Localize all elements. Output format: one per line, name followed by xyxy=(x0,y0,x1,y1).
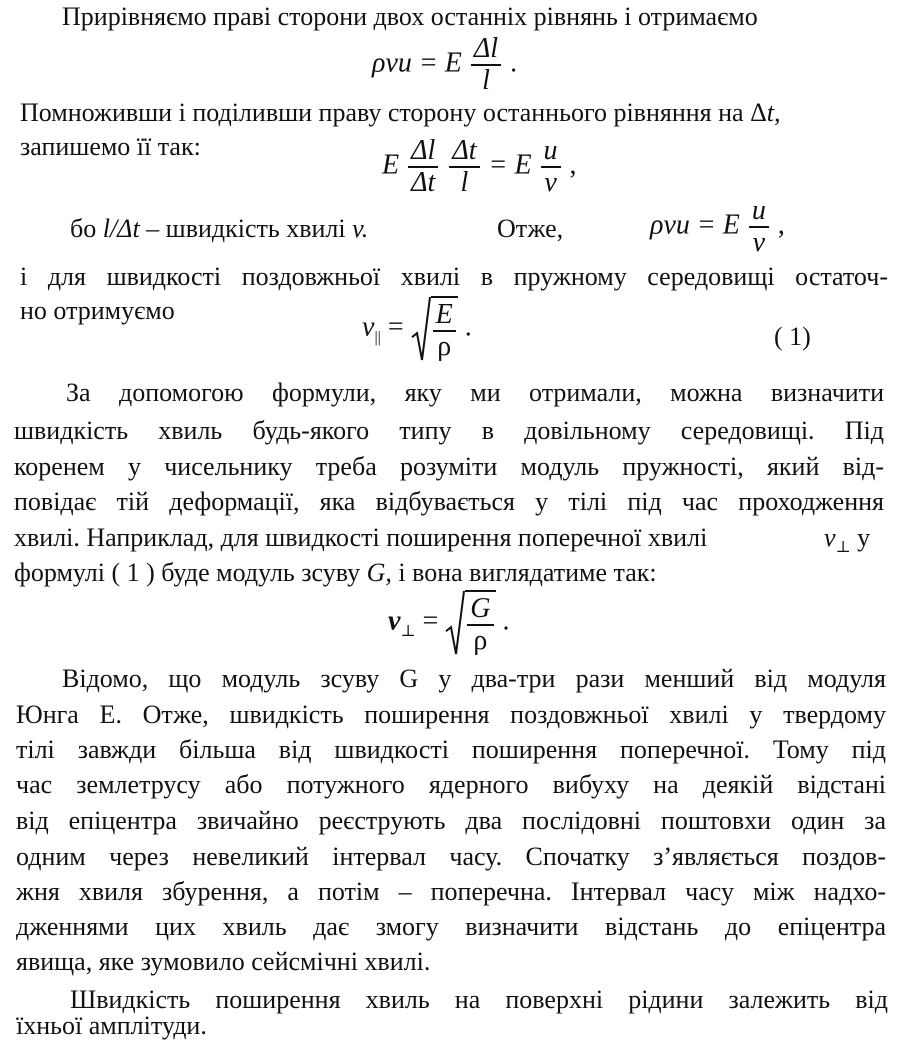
paragraph-multiply-line-1 xyxy=(20,98,781,128)
square-root xyxy=(445,590,495,656)
denominator: ρ xyxy=(433,330,456,362)
equation-lhs: E xyxy=(382,149,400,181)
text-line: і для швидкості поздовжньої хвилі в пружному середовищі остаточ- xyxy=(20,262,888,291)
fraction xyxy=(749,196,769,258)
fraction xyxy=(408,136,438,198)
denominator: l xyxy=(449,166,479,198)
numerator: u xyxy=(751,195,766,226)
text-line: час землетрусу або потужного ядерного вибуху на деякій відстані xyxy=(16,770,886,799)
equation-longitudinal-speed xyxy=(362,296,472,362)
text-line: За допомогою формули, яку ми отримали, можна визначити xyxy=(66,378,884,407)
fraction xyxy=(467,594,493,656)
text-line: повідає тій деформації, яка відбувається у тілі під час проходження xyxy=(14,487,884,516)
text-line: явища, яке зумовило сейсмічні хвилі. xyxy=(16,947,431,976)
text-line: одним через невеликий інтервал часу. Спочатку з’являється поздов- xyxy=(16,842,886,871)
paragraph-multiply-line-2 xyxy=(20,132,201,162)
text-fragment: бо xyxy=(70,214,103,243)
equation-transverse-speed xyxy=(388,590,510,656)
punctuation: , xyxy=(569,149,577,181)
paragraph-intro xyxy=(62,2,758,32)
subscript: ⊥ xyxy=(400,623,416,641)
text-fragment: і вона виглядатиме так: xyxy=(391,558,657,587)
denominator: ρ xyxy=(467,624,493,656)
text-line: но отримуємо xyxy=(20,296,175,325)
text-line: Юнга E. Отже, швидкість поширення поздовжньої хвилі у твердому xyxy=(16,700,886,729)
paragraph-longitudinal-line-1 xyxy=(20,262,888,292)
text-line: дженнями цих хвиль дає змогу визначити відстань до епіцентра xyxy=(16,912,886,941)
equation-3 xyxy=(650,196,785,258)
equals-sign: = xyxy=(387,311,404,343)
numerator: Δl xyxy=(411,135,436,166)
fraction xyxy=(433,300,456,362)
transverse-speed-symbol: $v_\perp$ у xyxy=(824,523,871,557)
numerator: E xyxy=(435,299,453,330)
equation-number xyxy=(774,322,811,352)
variable: t, xyxy=(766,98,781,127)
text-line: Швидкість поширення хвиль на поверхні рідини залежить від xyxy=(70,985,888,1014)
radical-icon xyxy=(411,296,431,362)
equals-sign: = xyxy=(422,605,439,637)
paragraph-longitudinal-line-2 xyxy=(20,296,175,326)
text-line: жня хвиля збурення, а потім – поперечна. Інтервал часу між надхо- xyxy=(16,877,886,906)
equation-lhs: ρvu = E xyxy=(650,209,740,241)
text-line: швидкість хвиль будь-якого типу в довільному середовищі. Під xyxy=(14,416,884,445)
text-line: Помноживши і поділивши праву сторону останнього рівняння на Δ xyxy=(20,98,767,127)
fraction xyxy=(449,136,479,198)
text-line: запишемо її так: xyxy=(20,132,201,161)
variable: G, xyxy=(366,558,392,587)
text-line: від епіцентра звичайно реєструють два послідовні поштовхи один за xyxy=(16,806,886,835)
text-line: коренем у чисельнику треба розуміти модуль пружності, який від- xyxy=(14,452,884,481)
equation-label: ( 1) xyxy=(774,322,811,351)
numerator: u xyxy=(543,135,558,166)
subscript: || xyxy=(374,329,381,347)
text-fragment: Отже, xyxy=(497,214,564,243)
equation-lhs: ρvu = E xyxy=(372,47,462,79)
square-root xyxy=(411,296,458,362)
punctuation: . xyxy=(510,47,518,79)
numerator: G xyxy=(470,593,491,624)
paragraph-because xyxy=(70,214,368,244)
punctuation: , xyxy=(777,209,785,241)
equation-lhs: v xyxy=(388,605,401,637)
text-line: тілі завжди більша від швидкості поширення поперечної. Тому під xyxy=(16,735,886,764)
denominator: v xyxy=(541,166,561,198)
fraction xyxy=(541,136,561,198)
text-fragment: формулі ( 1 ) буде модуль зсуву xyxy=(14,558,367,587)
text-line: Відомо, що модуль зсуву G у два-три рази менший від модуля xyxy=(62,664,886,693)
therefore-label xyxy=(497,214,563,244)
text-fragment: – швидкість хвилі xyxy=(139,214,353,243)
text-line: хвилі. Наприклад, для швидкості поширення поперечної хвилі xyxy=(14,523,708,552)
text-fragment: у xyxy=(850,523,871,552)
text-line xyxy=(14,558,657,588)
numerator: Δl xyxy=(473,33,499,64)
denominator: v xyxy=(749,226,769,258)
equation-lhs: v xyxy=(362,311,375,343)
equation-2 xyxy=(382,136,577,198)
numerator: Δt xyxy=(452,135,477,166)
variable: l/Δt xyxy=(102,214,140,243)
denominator: l xyxy=(471,64,501,96)
radical-icon xyxy=(445,590,465,656)
variable: v xyxy=(824,523,836,552)
text-line: їхньої амплітуди. xyxy=(16,1011,207,1040)
equation-1 xyxy=(372,34,517,96)
denominator: Δt xyxy=(408,166,438,198)
fraction xyxy=(471,34,501,96)
punctuation: . xyxy=(464,311,472,343)
text-line: Прирівняємо праві сторони двох останніх рівнянь і отримаємо xyxy=(62,2,758,31)
equation-middle: = E xyxy=(488,149,532,181)
punctuation: . xyxy=(502,605,510,637)
variable: v. xyxy=(352,214,369,243)
